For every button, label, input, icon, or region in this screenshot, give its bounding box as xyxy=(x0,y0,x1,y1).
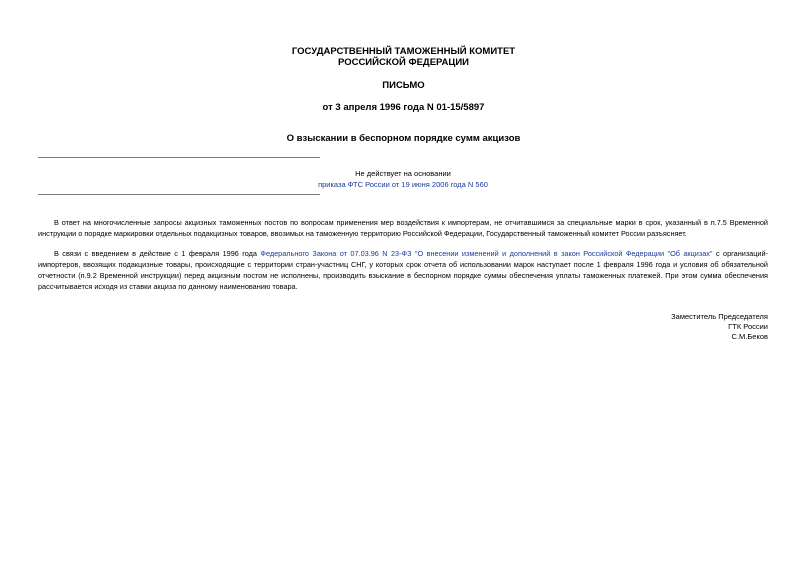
document-type: ПИСЬМО xyxy=(382,80,425,91)
signatory-organization: ГТК России xyxy=(728,322,768,331)
signatory-position: Заместитель Председателя xyxy=(671,312,768,321)
paragraph-2-text-start: В связи с введением в действие с 1 февраля 1996 года xyxy=(54,249,261,258)
paragraph-2-text-end: с организаций-импортеров, ввозящих подакцизные товары, происходящие с территории стран-участниц СНГ, у которых срок отчета об использовании марок наступает после 1 февраля 1996 года и условия об обязательной отчетности (п.9.2 Временной инструкции) перед акцизным постом не исполнены, производить взыскание в беспорном порядке суммы обеспечения уплаты таможенных платежей. При этом сумма обеспечения рассчитывается исходя из ставки акциза по данному наименованию товара. xyxy=(38,249,768,291)
divider-bottom xyxy=(38,194,320,195)
document-date-number: от 3 апреля 1996 года N 01-15/5897 xyxy=(322,102,485,113)
body-paragraph-2 xyxy=(38,248,768,292)
issuer-line-2: РОССИЙСКОЙ ФЕДЕРАЦИИ xyxy=(337,57,469,68)
status-note: Не действует на основании xyxy=(355,169,451,178)
document-subject: О взыскании в беспорном порядке сумм акцизов xyxy=(286,133,521,144)
signatory-name: С.М.Беков xyxy=(731,332,768,341)
status-link[interactable]: приказа ФТС России от 19 июня 2006 года N 560 xyxy=(318,180,488,189)
body-paragraph-1: В ответ на многочисленные запросы акцизных таможенных постов по вопросам применения мер воздействия к импортерам, не отчитавшимся за специальные марки в срок, указанный в п.7.5 Временной инструкции о порядке маркировки отдельных подакцизных товаров, ввозимых на таможенную территорию Российской Федерации, Государственный таможенный комитет России разъясняет. xyxy=(38,218,768,238)
divider-top xyxy=(38,157,320,158)
federal-law-link[interactable]: Федерального Закона от 07.03.96 N 23-ФЗ "О внесении изменений и дополнений в закон Российской Федерации "Об акцизах" xyxy=(260,249,713,258)
status-note-line-2 xyxy=(300,180,506,190)
issuer-line-1: ГОСУДАРСТВЕННЫЙ ТАМОЖЕННЫЙ КОМИТЕТ xyxy=(291,46,516,57)
